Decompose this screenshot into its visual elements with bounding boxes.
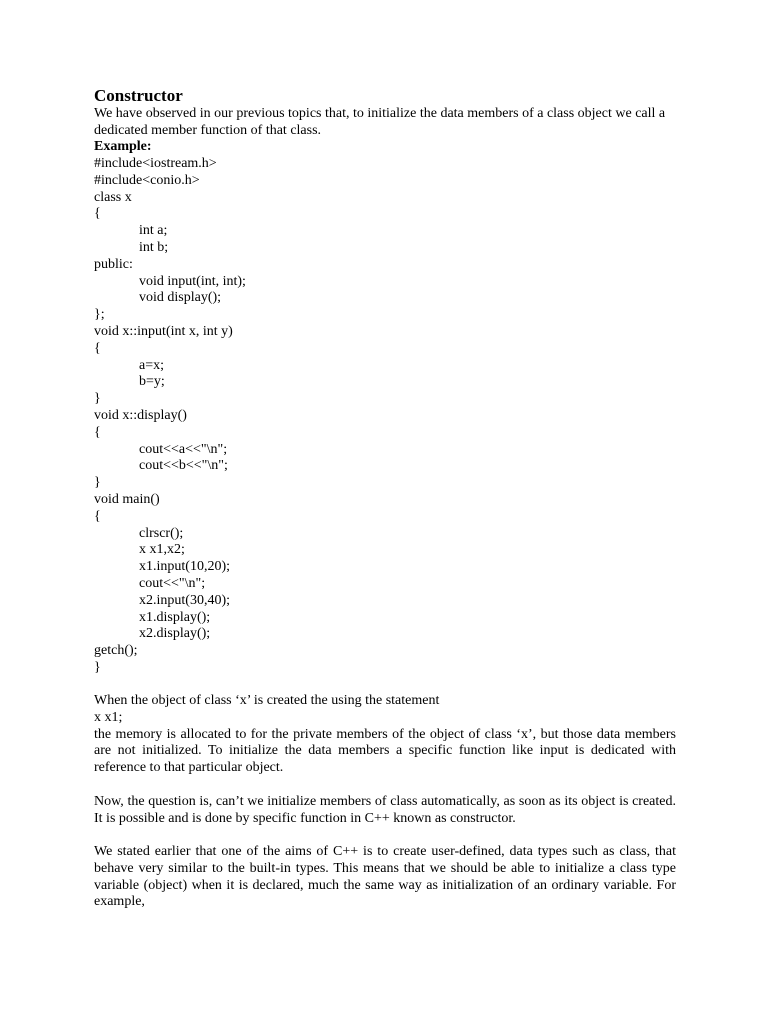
code-line: x x1,x2; bbox=[139, 542, 185, 558]
code-line: x2.display(); bbox=[139, 626, 211, 642]
paragraph-text: the memory is allocated to for the private members of the object of class ‘x’, but those data members are not initialized. To initialize the data members a specific function like input is dedicated with reference to that particular object. bbox=[94, 726, 676, 776]
code-line: public: bbox=[94, 256, 133, 272]
code-line: cout<<"\n"; bbox=[139, 575, 206, 591]
code-line: void display(); bbox=[139, 290, 222, 306]
code-line: void main() bbox=[94, 491, 160, 507]
code-line: cout<<b<<"\n"; bbox=[139, 458, 228, 474]
code-line: { bbox=[94, 424, 101, 440]
section-title: Constructor bbox=[94, 86, 183, 105]
paragraph-line: When the object of class ‘x’ is created the using the statement bbox=[94, 693, 440, 708]
paragraph-line: x x1; bbox=[94, 709, 123, 725]
code-line: }; bbox=[94, 307, 105, 323]
code-line: b=y; bbox=[139, 374, 165, 390]
code-line: clrscr(); bbox=[139, 525, 184, 541]
code-line: { bbox=[94, 508, 101, 524]
code-line: x2.input(30,40); bbox=[139, 592, 230, 608]
code-line: getch(); bbox=[94, 643, 138, 659]
code-line: void input(int, int); bbox=[139, 273, 246, 289]
question-paragraph: Now, the question is, can’t we initialize members of class automatically, as soon as its object is created. It is possible and is done by specific function in C++ known as constructor. bbox=[94, 794, 676, 826]
code-line: } bbox=[94, 659, 101, 675]
code-line: { bbox=[94, 206, 101, 222]
code-line: } bbox=[94, 391, 101, 407]
explanation-paragraph bbox=[94, 693, 676, 777]
code-line: class x bbox=[94, 189, 132, 205]
code-line: a=x; bbox=[139, 357, 164, 373]
code-line: int a; bbox=[139, 223, 168, 239]
code-line: x1.display(); bbox=[139, 609, 211, 625]
code-line: } bbox=[94, 475, 101, 491]
example-label: Example: bbox=[94, 139, 152, 154]
code-example bbox=[94, 156, 674, 677]
code-line: void x::display() bbox=[94, 407, 187, 423]
aims-paragraph: We stated earlier that one of the aims of C++ is to create user-defined, data types such as class, that behave very similar to the built-in types. This means that we should be able to initialize a class type variable (object) when it is declared, much the same way as initialization of an ordinary variable. For example, bbox=[94, 844, 676, 910]
intro-paragraph: We have observed in our previous topics that, to initialize the data members of a class object we call a dedicated member function of that class. bbox=[94, 106, 666, 138]
code-line: int b; bbox=[139, 239, 169, 255]
code-line: void x::input(int x, int y) bbox=[94, 323, 233, 339]
code-line: cout<<a<<"\n"; bbox=[139, 441, 228, 457]
code-line: x1.input(10,20); bbox=[139, 559, 230, 575]
code-line: { bbox=[94, 340, 101, 356]
code-line: #include<iostream.h> bbox=[94, 156, 217, 171]
code-line: #include<conio.h> bbox=[94, 172, 200, 188]
